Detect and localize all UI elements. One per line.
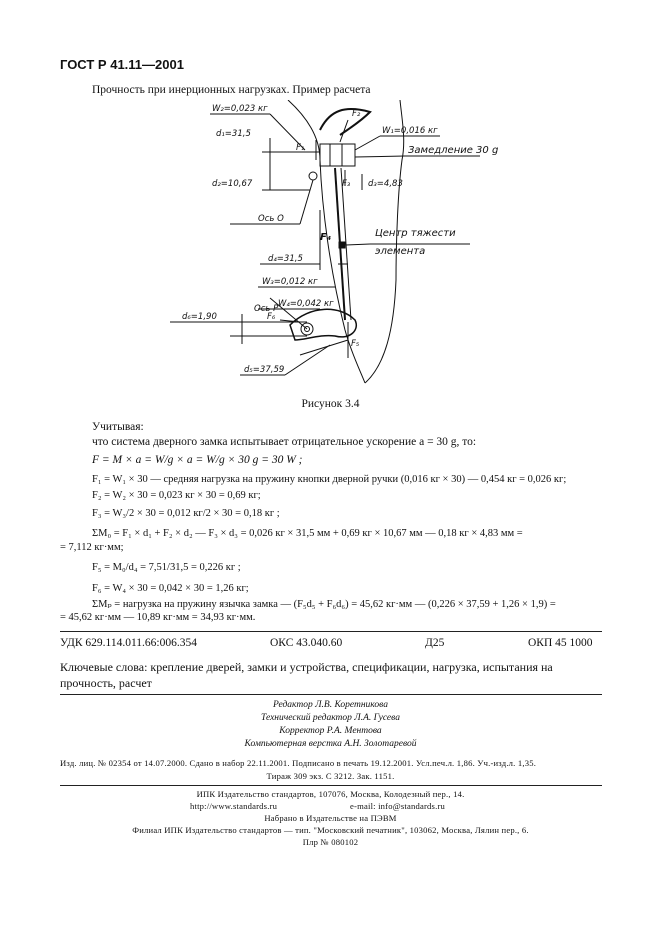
publisher-email[interactable]: e-mail: info@standards.ru — [350, 801, 446, 811]
dim-d5-diag — [285, 345, 330, 375]
label-f1: F₁ — [296, 143, 305, 153]
label-d2: d₂=10,67 — [212, 179, 253, 189]
calc-line-7: F₅ = M₀/d₄ = 7,51/31,5 = 0,226 кг ; — [92, 562, 241, 573]
label-f3: F₃ — [342, 179, 351, 189]
door-inner-contour — [365, 100, 404, 383]
imprint-print-run: Тираж 309 экз. С 3212. Зак. 1151. — [266, 771, 395, 781]
imprint-license: Изд. лиц. № 02354 от 14.07.2000. Сдано в набор 22.11.2001. Подписано в печать 19.12.2001. Усл.печ.л. 1,86. Уч.-изд.л. 1,35. — [60, 758, 537, 768]
d-code: Д25 — [425, 637, 445, 649]
label-center-1: Центр тяжести — [375, 228, 456, 239]
calc-intro: Учитывая: — [92, 421, 144, 433]
calc-line-9b: = 45,62 кг·мм — 10,89 кг·мм = 34,93 кг·мм. — [60, 612, 256, 623]
publisher-plr: Плр № 080102 — [302, 837, 359, 847]
label-f4: F₄ — [320, 232, 332, 243]
figure-diagram — [170, 100, 500, 390]
label-f6: F₆ — [267, 312, 276, 322]
label-d3: d₃=4,83 — [368, 179, 403, 189]
leader-axis-o-diag — [300, 180, 313, 224]
divider — [60, 631, 602, 632]
label-d5: d₅=37,59 — [244, 365, 285, 375]
publisher-branch: Филиал ИПК Издательство стандартов — тип. "Московский печатник", 103062, Москва, Лялин пер., 6. — [132, 825, 529, 835]
calc-line-8: F₆ = W₄ × 30 = 0,042 × 30 = 1,26 кг; — [92, 583, 249, 594]
publisher-address: ИПК Издательство стандартов, 107076, Москва, Колодезный пер., 14. — [196, 789, 465, 799]
label-d1: d₁=31,5 — [216, 129, 251, 139]
calc-line-9a: ΣMₚ = нагрузка на пружину язычка замка — (F₅d₅ + F₆d₆) = 45,62 кг·мм — (0,226 × 37,59 + 1,26 × 1,9) = — [92, 599, 556, 610]
figure-caption: Рисунок 3.4 — [301, 398, 360, 410]
calc-line-1: что система дверного замка испытывает отрицательное ускорение a = 30 g, то: — [92, 436, 477, 448]
section-title: Прочность при инерционных нагрузках. Пример расчета — [92, 84, 371, 96]
label-f5: F₅ — [351, 339, 360, 349]
calc-line-5: F₃ = W₃/2 × 30 = 0,012 кг/2 × 30 = 0,18 кг ; — [92, 508, 280, 519]
button-box — [320, 144, 355, 166]
calc-line-6b: = 7,112 кг·мм; — [60, 542, 124, 553]
handle-shape — [320, 109, 370, 135]
label-w3: W₃=0,012 кг — [262, 277, 318, 287]
axis-o-pivot — [309, 172, 317, 180]
leader-w1-diag — [355, 136, 380, 150]
oks-code: ОКС 43.040.60 — [270, 637, 343, 649]
label-d4: d₄=31,5 — [268, 254, 303, 264]
keywords-line-1: Ключевые слова: крепление дверей, замки и устройства, спецификации, нагрузка, испытания на — [60, 660, 553, 674]
label-w4: W₄=0,042 кг — [278, 299, 334, 309]
imprint-layout: Компьютерная верстка А.Н. Золотаревой — [244, 739, 417, 749]
decel-arrow — [355, 156, 405, 157]
keywords-line-2: прочность, расчет — [60, 676, 152, 690]
calc-line-3: F₁ = W₁ × 30 — средняя нагрузка на пружину кнопки дверной ручки (0,016 кг × 30) — 0,454 кг = 0,026 кг; — [92, 474, 567, 485]
calc-line-6a: ΣM₀ = F₁ × d₁ + F₂ × d₂ — F₃ × d₃ = 0,026 кг × 31,5 мм + 0,69 кг × 10,67 мм — 0,18 кг × 4,83 мм = — [92, 528, 523, 539]
label-axis-o: Ось О — [258, 214, 284, 224]
label-w2: W₂=0,023 кг — [212, 104, 268, 114]
imprint-corrector: Корректор Р.А. Ментова — [279, 726, 382, 736]
calc-line-2: F = M × a = W/g × a = W/g × 30 g = 30 W ; — [92, 454, 303, 466]
standard-header: ГОСТ Р 41.11—2001 — [60, 57, 184, 72]
udk-code: УДК 629.114.011.66:006.354 — [60, 637, 197, 649]
label-center-2: элемента — [375, 246, 426, 257]
divider — [60, 694, 602, 695]
label-deceleration: Замедление 30 g — [408, 145, 499, 156]
label-w1: W₁=0,016 кг — [382, 126, 438, 136]
divider — [60, 785, 602, 786]
center-of-gravity-marker — [339, 242, 345, 248]
leader-center-diag — [346, 244, 370, 245]
imprint-editor: Редактор Л.В. Коретникова — [273, 700, 388, 710]
label-f2: F₂ — [352, 109, 361, 119]
label-d6: d₆=1,90 — [182, 312, 217, 322]
calc-line-4: F₂ = W₂ × 30 = 0,023 кг × 30 = 0,69 кг; — [92, 490, 261, 501]
publisher-typeset: Набрано в Издательстве на ПЭВМ — [264, 813, 397, 823]
label-axis-p: Ось P — [254, 304, 279, 314]
okp-code: ОКП 45 1000 — [528, 637, 593, 649]
dim-d5-ext — [300, 340, 348, 355]
publisher-website[interactable]: http://www.standards.ru — [190, 801, 278, 811]
imprint-tech-editor: Технический редактор Л.А. Гусева — [261, 713, 400, 723]
